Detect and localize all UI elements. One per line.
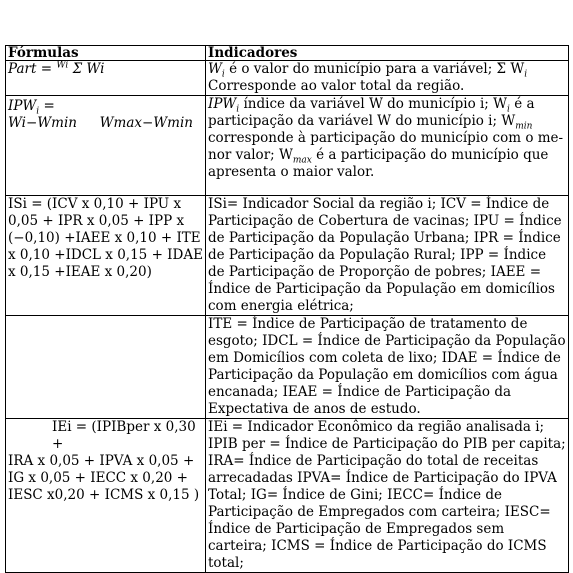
table-row <box>6 316 569 419</box>
wmax-subscript: max <box>292 155 312 166</box>
w-symbol: W <box>208 61 222 77</box>
equals-sign: = <box>39 98 55 114</box>
table-row <box>6 196 569 316</box>
indicator-text: corresponde à participação do município com o me-nor valor; W <box>208 130 564 163</box>
w-subscript: i <box>524 69 528 80</box>
indicator-text: é o valor do município para a variável; Σ W <box>224 61 525 77</box>
fraction-numerator: Wi−Wmin <box>8 115 77 131</box>
formula-cell <box>6 419 206 573</box>
ipw-symbol: IPW <box>208 96 237 112</box>
indicator-text: índice da variável W do município i; W <box>239 96 508 112</box>
header-indicators: Indicadores <box>206 46 569 61</box>
formula-first-line: IEi = (IPIBper x 0,30 + <box>52 419 196 452</box>
indicator-cell: IEi = Indicador Econômico da região analisada i; IPIB per = Índice de Participação do PIB per capita; IRA= Índice de Participação do total de receitas arrecadadas IPVA= Índice de Participação do IPVA Total; IG= Índice de Gini; IECC= Índice de Participação de Empregados com carteira; IESC= Índice de Participação de Empregados sem carteira; ICMS = Índice de Participação do ICMS total; <box>206 419 569 573</box>
formula-cell <box>6 316 206 419</box>
ipw-fraction <box>8 115 203 132</box>
indicator-cell <box>206 61 569 96</box>
fraction-denominator: Wmax−Wmin <box>99 115 193 131</box>
table-header-row <box>6 46 569 61</box>
header-formulas: Fórmulas <box>6 46 206 61</box>
ipw-symbol: IPW <box>8 98 37 114</box>
part-sum: Σ Wi <box>68 61 105 77</box>
wmin-subscript: min <box>515 121 533 132</box>
formula-cell <box>6 96 206 196</box>
indicator-text: é a participação do município que apresenta o maior valor. <box>208 147 549 180</box>
indicator-text: Corresponde ao valor total da região. <box>208 78 465 94</box>
part-numerator: Wi <box>56 60 69 71</box>
formulas-indicators-table <box>5 45 569 573</box>
w-subscript: i <box>507 104 510 115</box>
formula-rest: IRA x 0,05 + IPVA x 0,05 + IG x 0,05 + IECC x 0,20 + IESC x0,20 + ICMS x 0,15 ) <box>8 453 200 503</box>
table-row <box>6 61 569 96</box>
indicator-text: é a participação da variável W do município i; W <box>208 96 535 129</box>
formula-cell <box>6 61 206 96</box>
ipw-subscript: i <box>36 106 40 117</box>
indicator-cell: ISi= Indicador Social da região i; ICV = Índice de Participação de Cobertura de vacinas; IPU = Índice de Participação da População Urbana; IPR = Índice de Participação da População Rural; IPP = Índice de Participação de Proporção de pobres; IAEE = Índice de Participação da População em domicílios com energia elétrica; <box>206 196 569 316</box>
part-label: Part = <box>8 61 57 77</box>
table-row <box>6 96 569 196</box>
table-row <box>6 419 569 573</box>
ipw-label <box>8 98 203 115</box>
indicator-cell <box>206 96 569 196</box>
w-subscript: i <box>221 69 225 80</box>
ipw-subscript: i <box>236 104 240 115</box>
formula-cell: ISi = (ICV x 0,10 + IPU x 0,05 + IPR x 0,05 + IPP x (−0,10) +IAEE x 0,10 + ITE x 0,10 +IDCL x 0,15 + IDAE x 0,15 +IEAE x 0,20) <box>6 196 206 316</box>
indicator-cell: ITE = Índice de Participação de tratamento de esgoto; IDCL = Índice de Participação da População em Domicílios com coleta de lixo; IDAE = Índice de Participação da População em domicílios com água encanada; IEAE = Índice de Participação da Expectativa de anos de estudo. <box>206 316 569 419</box>
